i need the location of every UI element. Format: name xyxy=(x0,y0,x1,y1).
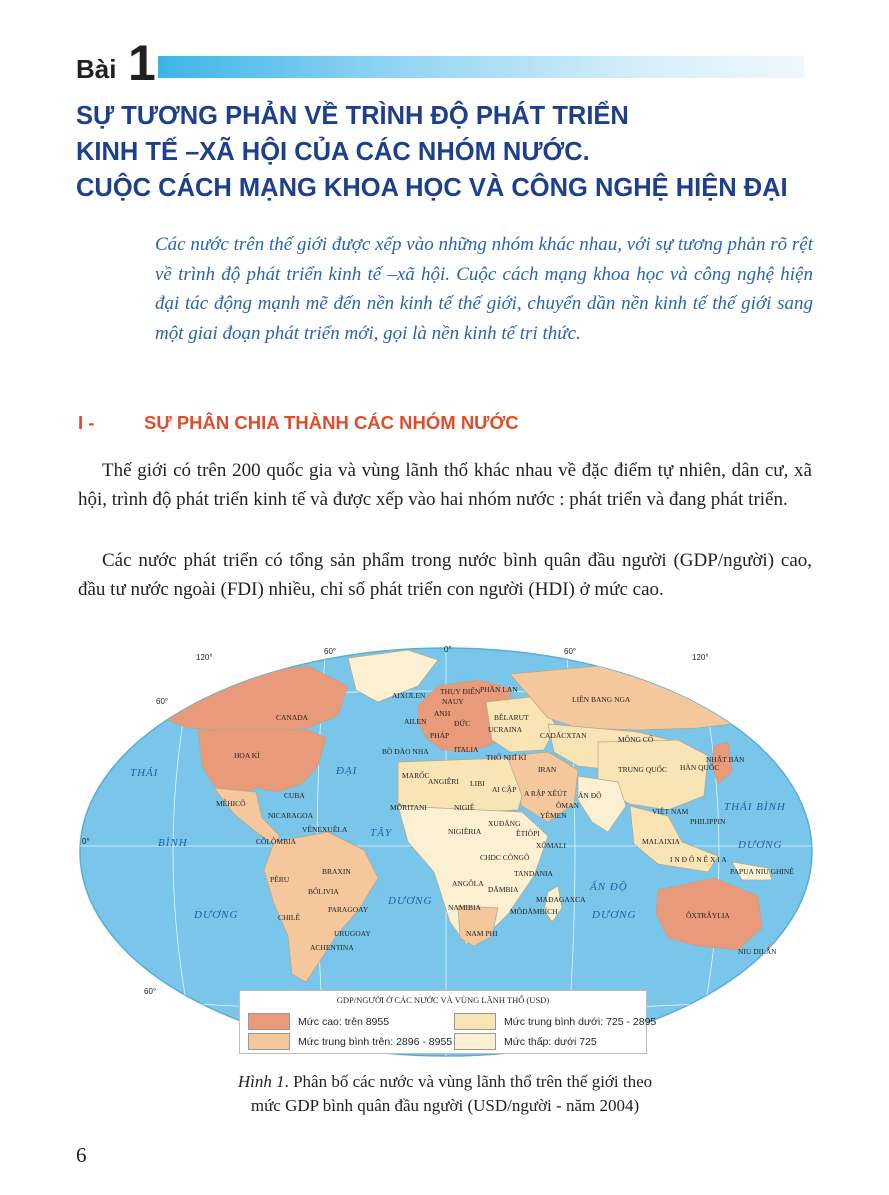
country-papua: PAPUA NIU GHINÊ xyxy=(730,867,794,876)
legend-item-low xyxy=(454,1033,597,1050)
country-bolivia: BÔLIVIA xyxy=(308,887,339,896)
country-phap: PHÁP xyxy=(430,731,450,740)
country-paragoay: PARAGOAY xyxy=(328,905,369,914)
intro-paragraph: Các nước trên thế giới được xếp vào những nhóm khác nhau, với sự tương phản rõ rệt về trình độ phát triển kinh tế –xã hội. Cuộc cách mạng khoa học và công nghệ hiện đại tác động mạnh mẽ đến nền kinh tế thế giới, chuyển dần nền kinh tế thế giới sang một giai đoạn phát triển mới, gọi là nền kinh tế tri thức. xyxy=(155,234,813,344)
ocean-label-tay: TÂY xyxy=(370,827,392,839)
country-han-quoc: HÀN QUỐC xyxy=(680,763,720,772)
body-paragraph-2: Các nước phát triển có tổng sản phẩm trong nước bình quân đầu người (GDP/người) cao, đầu tư nước ngoài (FDI) nhiều, chỉ số phát triển con người (HDI) ở mức cao. xyxy=(78,550,812,600)
country-achentina: ACHENTINA xyxy=(310,943,354,952)
legend-label-lower-mid: Mức trung bình dưới: 725 - 2895 xyxy=(504,1015,657,1028)
legend-item-high xyxy=(248,1013,389,1030)
country-lien-bang-nga: LIÊN BANG NGA xyxy=(572,695,631,704)
north-america-canada-shape xyxy=(162,666,348,732)
country-nigie: NIGIÊ xyxy=(454,803,475,812)
country-nhat-ban: NHẬT BẢN xyxy=(706,755,745,764)
lat-label-60n: 60° xyxy=(156,697,169,706)
country-madagaxca: MAĐAGAXCA xyxy=(536,895,586,904)
country-angieri: ANGIÊRI xyxy=(428,777,459,786)
country-ailen: AILEN xyxy=(404,717,427,726)
country-chile: CHILÊ xyxy=(278,913,301,922)
country-an-do: ẤN ĐỘ xyxy=(578,791,602,800)
country-mehico: MÊHICÔ xyxy=(216,799,246,808)
ocean-label-thai-binh-2: THÁI BÌNH xyxy=(724,801,786,813)
country-tandania: TANDANIA xyxy=(514,869,553,878)
legend-title: GDP/NGƯỜI Ở CÁC NƯỚC VÀ VÙNG LÃNH THỔ (USD) xyxy=(336,995,550,1005)
country-dambia: DĂMBIA xyxy=(488,885,519,894)
country-yemen: YÊMEN xyxy=(540,811,567,820)
country-colombia: CÔLÔMBIA xyxy=(256,837,297,846)
country-modambich: MÔDĂMBÍCH xyxy=(510,907,558,916)
country-aixolen: AIXƠLEN xyxy=(392,691,426,700)
country-trung-quoc: TRUNG QUỐC xyxy=(618,765,667,774)
country-chdc-congo: CHDC CÔNGÔ xyxy=(480,853,530,862)
country-moritani: MÔRITANI xyxy=(390,803,427,812)
country-nam-phi: NAM PHI xyxy=(466,929,498,938)
ocean-label-duong-4: DƯƠNG xyxy=(738,839,783,851)
section-number: I - xyxy=(78,412,95,433)
page-number: 6 xyxy=(76,1143,87,1167)
country-maroc: MARỐC xyxy=(402,771,430,780)
legend-label-high: Mức cao: trên 8955 xyxy=(298,1015,390,1028)
legend-swatch-lower-mid xyxy=(454,1013,496,1030)
country-italia: ITALIA xyxy=(454,745,479,754)
country-canada: CANADA xyxy=(276,713,309,722)
country-xudang: XUĐĂNG xyxy=(488,819,521,828)
country-namibia: NAMIBIA xyxy=(448,903,481,912)
country-braxin: BRAXIN xyxy=(322,867,351,876)
title-line-1: SỰ TƯƠNG PHẢN VỀ TRÌNH ĐỘ PHÁT TRIỂN xyxy=(76,102,629,130)
country-ai-cap: AI CẬP xyxy=(492,785,517,794)
country-anh: ANH xyxy=(434,709,451,718)
legend-label-upper-mid: Mức trung bình trên: 2896 - 8955 xyxy=(298,1035,453,1048)
figure-caption xyxy=(150,1070,740,1118)
title-line-2: KINH TẾ –XÃ HỘI CỦA CÁC NHÓM NƯỚC. xyxy=(76,138,590,166)
country-viet-nam: VIỆT NAM xyxy=(652,807,689,816)
lon-label-60w: 60° xyxy=(324,647,337,656)
legend-swatch-high xyxy=(248,1013,290,1030)
lesson-header xyxy=(76,35,806,91)
legend-item-lower-mid xyxy=(454,1013,656,1030)
country-oxtraylia: ÔXTRÂYLIA xyxy=(686,911,730,920)
ocean-label-duong-1: DƯƠNG xyxy=(194,909,239,921)
ocean-label-duong-3: DƯƠNG xyxy=(592,909,637,921)
ocean-label-thai-1: THÁI xyxy=(130,767,159,779)
title-line-3: CUỘC CÁCH MẠNG KHOA HỌC VÀ CÔNG NGHỆ HIỆN ĐẠI xyxy=(76,174,788,202)
section-title: SỰ PHÂN CHIA THÀNH CÁC NHÓM NƯỚC xyxy=(144,412,519,433)
country-xomali: XÔMALI xyxy=(536,841,566,850)
ocean-label-dai: ĐẠI xyxy=(336,765,358,777)
country-libi: LIBI xyxy=(470,779,485,788)
country-nigieria: NIGIÊRIA xyxy=(448,827,482,836)
country-etiopi: ÊTIÔPI xyxy=(516,829,540,838)
lat-label-0: 0° xyxy=(82,837,90,846)
country-angola: ANGÔLA xyxy=(452,879,484,888)
lesson-title xyxy=(76,98,816,206)
country-peru: PÊRU xyxy=(270,875,290,884)
ocean-label-an-do: ẤN ĐỘ xyxy=(590,881,628,893)
country-philippin: PHILIPPIN xyxy=(690,817,726,826)
ocean-label-binh-1: BÌNH xyxy=(158,837,188,849)
lat-label-60s: 60° xyxy=(144,987,157,996)
ocean-label-duong-2: DƯƠNG xyxy=(388,895,433,907)
lon-label-0: 0° xyxy=(444,646,452,654)
country-iran: IRAN xyxy=(538,765,557,774)
country-belarut: BÊLARUT xyxy=(494,713,529,722)
country-indonexia: I N Đ Ô N Ê X I A xyxy=(670,855,727,864)
legend-label-low: Mức thấp: dưới 725 xyxy=(504,1035,597,1048)
legend-swatch-upper-mid xyxy=(248,1033,290,1050)
lon-label-60e: 60° xyxy=(564,647,577,656)
caption-label: Hình 1 xyxy=(237,1072,285,1091)
country-nicaragoa: NICARAGOA xyxy=(268,811,313,820)
country-hoa-ki: HOA KÌ xyxy=(234,751,260,760)
lon-label-120w: 120° xyxy=(196,653,213,662)
map-legend xyxy=(239,990,657,1054)
country-thuy-dien: THỤY ĐIỂN xyxy=(440,687,481,696)
country-nauy: NAUY xyxy=(442,697,464,706)
country-malaixia: MALAIXIA xyxy=(642,837,680,846)
lon-label-120e: 120° xyxy=(692,653,709,662)
caption-text: . Phân bố các nước và vùng lãnh thổ trên thế giới theo xyxy=(284,1072,653,1091)
country-bo-dao-nha: BỒ ĐÀO NHA xyxy=(382,747,429,756)
country-venexuela: VÊNEXUÊLA xyxy=(302,825,348,834)
lesson-number: 1 xyxy=(128,35,156,91)
lesson-word: Bài xyxy=(76,54,117,84)
country-tho-nhi-ki: THỔ NHĨ KÌ xyxy=(486,753,527,762)
country-oman: ÔMAN xyxy=(556,801,579,810)
body-paragraph-1: Thế giới có trên 200 quốc gia và vùng lãnh thổ khác nhau về đặc điểm tự nhiên, dân cư, xã hội, trình độ phát triển kinh tế và được xếp vào hai nhóm nước : phát triển và đang phát triển. xyxy=(78,460,812,510)
caption-line-2: mức GDP bình quân đầu người (USD/người - năm 2004) xyxy=(250,1096,640,1115)
legend-swatch-low xyxy=(454,1033,496,1050)
country-duc: ĐỨC xyxy=(454,719,471,728)
country-phan-lan: PHẦN LAN xyxy=(480,685,518,694)
country-arap-xeut: A RẬP XÊÚT xyxy=(524,789,568,798)
country-urugoay: URUGOAY xyxy=(334,929,371,938)
country-cuba: CUBA xyxy=(284,791,305,800)
country-mong-co: MÔNG CỔ xyxy=(618,735,654,744)
country-ucraina: UCRAINA xyxy=(488,725,523,734)
country-cadacxtan: CADĂCXTAN xyxy=(540,731,587,740)
legend-item-upper-mid xyxy=(248,1033,452,1050)
country-niu-dilan: NIU DILÂN xyxy=(738,947,777,956)
lesson-header-bar xyxy=(158,56,804,78)
